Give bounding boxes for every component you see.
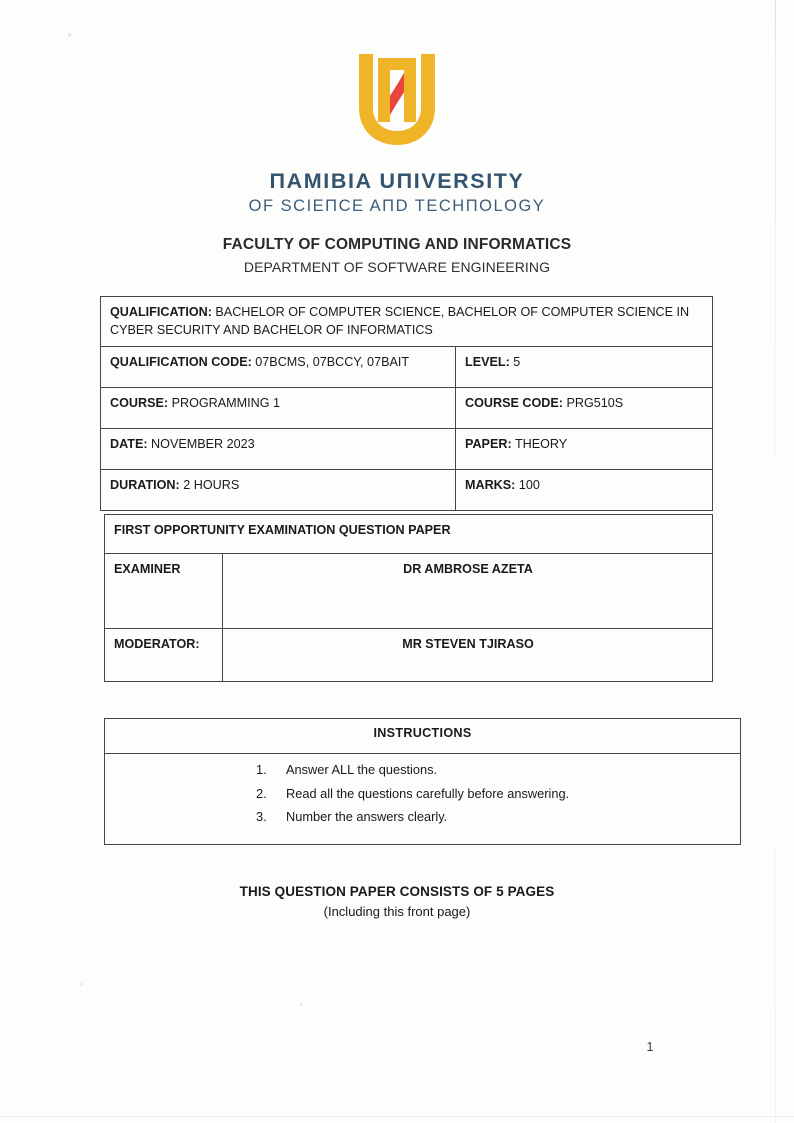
level-label: LEVEL:	[465, 354, 510, 369]
course-cell	[101, 387, 456, 428]
course-label: COURSE:	[110, 395, 169, 410]
paper-cell	[456, 428, 713, 469]
instructions-body	[105, 754, 741, 845]
table-row	[105, 515, 713, 554]
date-value: NOVEMBER 2023	[151, 436, 255, 451]
level-cell	[456, 346, 713, 387]
page-count-notice: THIS QUESTION PAPER CONSISTS OF 5 PAGES	[239, 884, 555, 899]
table-row	[105, 719, 741, 754]
moderator-name: MR STEVEN TJIRASO	[223, 629, 713, 682]
table-row	[101, 469, 713, 510]
instructions-table	[104, 718, 741, 845]
qualification-label: QUALIFICATION:	[110, 305, 212, 319]
scan-speck	[68, 33, 71, 37]
table-row	[101, 387, 713, 428]
qualification-table	[100, 296, 713, 511]
university-logo	[0, 52, 794, 155]
course-value: PROGRAMMING 1	[171, 395, 281, 410]
instructions-title: INSTRUCTIONS	[105, 719, 741, 754]
nust-shield-logo	[345, 52, 449, 150]
list-item: Read all the questions carefully before answering.	[286, 785, 570, 801]
qualification-code-value: 07BCMS, 07BCCY, 07BAIT	[255, 354, 410, 369]
university-wordmark	[0, 168, 794, 217]
table-row	[105, 554, 713, 629]
moderator-label: MODERATOR:	[105, 629, 223, 682]
course-code-cell	[456, 387, 713, 428]
instructions-list	[113, 762, 732, 826]
duration-cell	[101, 469, 456, 510]
shield-red-diagonal	[390, 73, 404, 115]
faculty-heading: FACULTY OF COMPUTING AND INFORMATICS	[222, 236, 572, 253]
paper-value: THEORY	[514, 436, 568, 451]
list-item: Number the answers clearly.	[286, 809, 448, 825]
department-heading: DEPARTMENT OF SOFTWARE ENGINEERING	[243, 259, 551, 275]
qualification-cell	[101, 297, 713, 347]
table-row	[101, 428, 713, 469]
date-cell	[101, 428, 456, 469]
course-code-label: COURSE CODE:	[465, 395, 563, 410]
duration-label: DURATION:	[110, 477, 180, 492]
duration-value: 2 HOURS	[183, 477, 240, 492]
scan-speck	[80, 983, 83, 986]
scan-edge-artifact-bottom	[0, 1116, 794, 1117]
including-front-page-note: (Including this front page)	[323, 904, 471, 919]
table-row	[101, 297, 713, 347]
marks-cell	[456, 469, 713, 510]
table-row	[105, 754, 741, 845]
examiner-name: DR AMBROSE AZETA	[223, 554, 713, 629]
table-row	[101, 346, 713, 387]
list-item: Answer ALL the questions.	[286, 762, 438, 777]
qualification-code-cell	[101, 346, 456, 387]
examiner-table	[104, 514, 713, 682]
qualification-value: BACHELOR OF COMPUTER SCIENCE, BACHELOR OF COMPUTER SCIENCE IN CYBER SECURITY AND BACHELOR OF INFORMATICS	[110, 305, 690, 338]
date-label: DATE:	[110, 436, 148, 451]
university-name-line2: OF SCIEΠCE AΠD TECHΠOLOGY	[248, 196, 546, 215]
exam-paper-header: FIRST OPPORTUNITY EXAMINATION QUESTION PAPER	[105, 515, 713, 554]
marks-label: MARKS:	[465, 477, 516, 492]
scan-speck	[300, 1003, 303, 1006]
qualification-code-label: QUALIFICATION CODE:	[110, 354, 252, 369]
page-number: 1	[646, 1040, 654, 1054]
table-row	[105, 629, 713, 682]
examiner-label: EXAMINER	[105, 554, 223, 629]
paper-label: PAPER:	[465, 436, 512, 451]
level-value: 5	[513, 354, 521, 369]
course-code-value: PRG510S	[566, 395, 624, 410]
university-name-line1: ΠAMIBIA UΠIVERSITY	[269, 169, 525, 193]
marks-value: 100	[518, 477, 540, 492]
